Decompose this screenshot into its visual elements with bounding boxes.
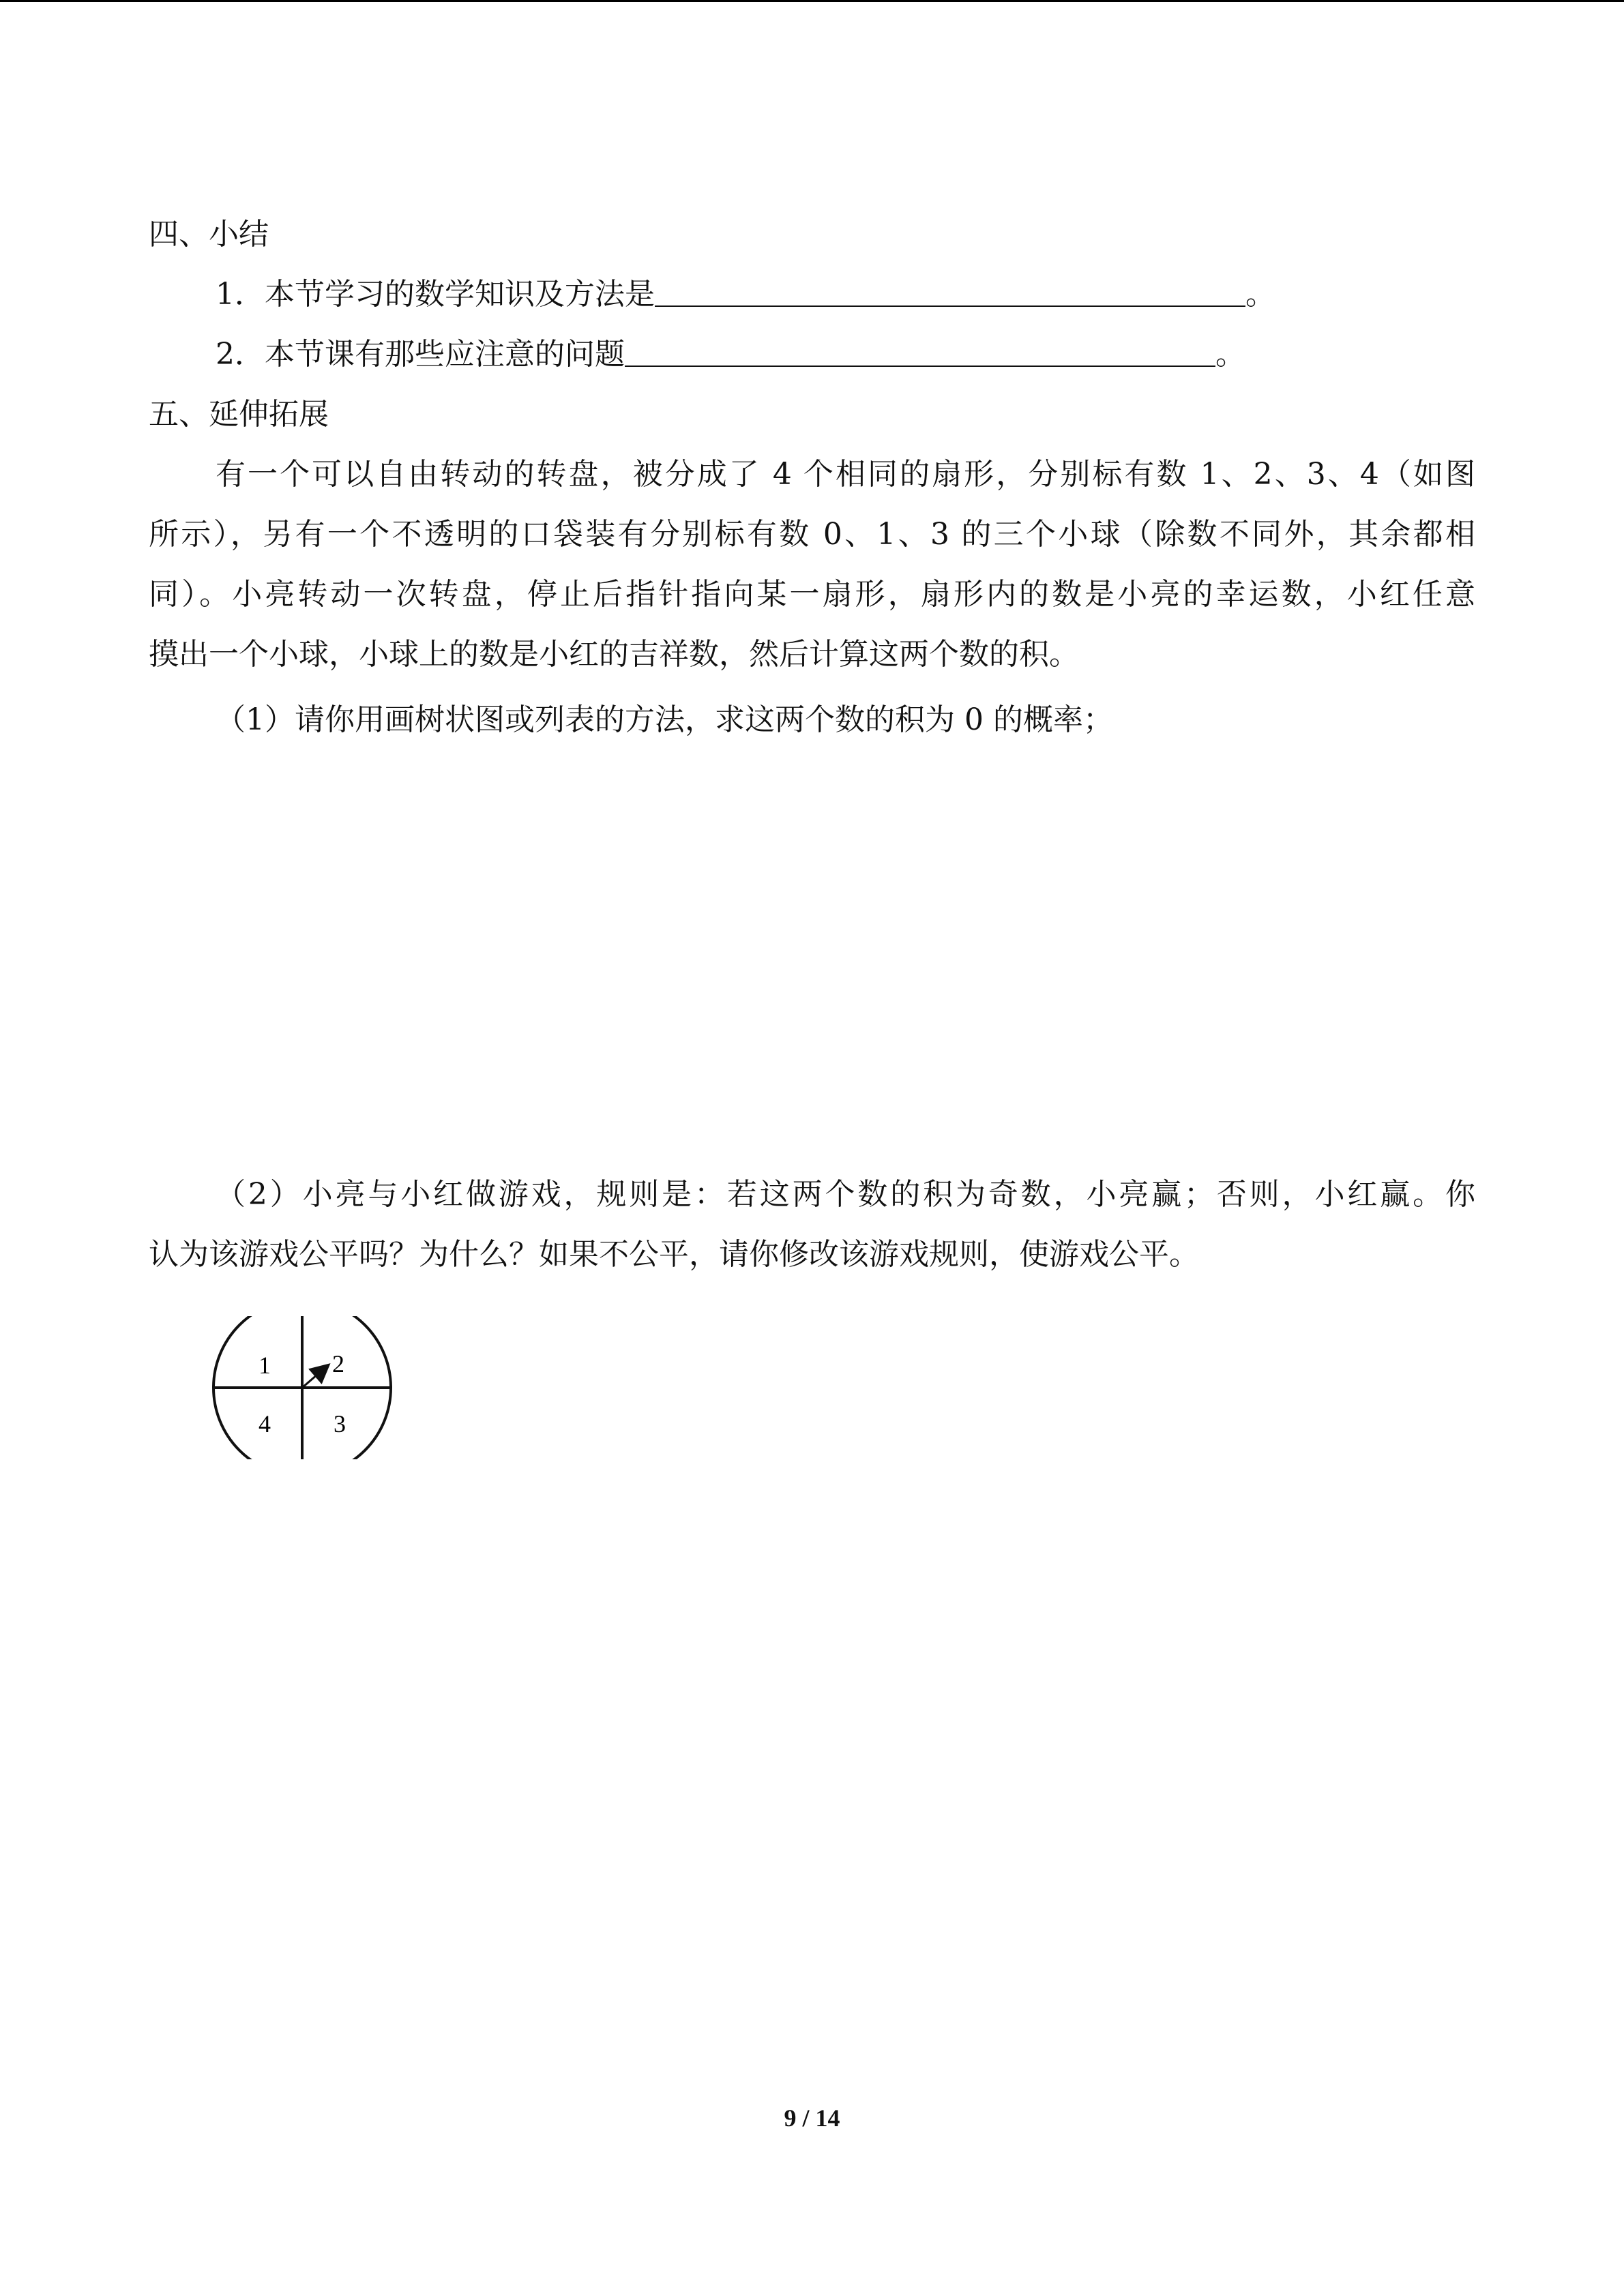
summary-item-1-end: 。 — [1245, 277, 1275, 312]
answer-blank-1[interactable] — [655, 275, 1245, 307]
problem-paragraph-line-4: 摸出一个小球，小球上的数是小红的吉祥数，然后计算这两个数的积。 — [149, 637, 1079, 672]
spinner-pointer-arrow — [302, 1366, 327, 1388]
summary-item-2-end: 。 — [1215, 337, 1245, 372]
sector-label-1: 1 — [259, 1352, 271, 1379]
question-1: （1）请你用画树状图或列表的方法，求这两个数的积为 0 的概率； — [216, 702, 1113, 737]
problem-paragraph-line-3: 同）。小亮转动一次转盘，停止后指针指向某一扇形，扇形内的数是小亮的幸运数，小红任意 — [149, 577, 1475, 612]
summary-item-2-text: 2．本节课有那些应注意的问题 — [216, 337, 625, 372]
page-number: 9 / 14 — [784, 2104, 840, 2132]
problem-paragraph-line-2: 所示），另有一个不透明的口袋装有分别标有数 0、1、3 的三个小球（除数不同外，其余都相 — [149, 517, 1475, 552]
question-2-line-2: 认为该游戏公平吗？为什么？如果不公平，请你修改该游戏规则，使游戏公平。 — [149, 1237, 1199, 1272]
section-heading-extension: 五、延伸拓展 — [149, 397, 329, 432]
problem-paragraph-line-1: 有一个可以自由转动的转盘，被分成了 4 个相同的扇形，分别标有数 1、2、3、4（如图 — [216, 457, 1475, 492]
summary-item-1 — [216, 275, 1275, 314]
question-2-line-1: （2）小亮与小红做游戏，规则是：若这两个数的积为奇数，小亮赢；否则，小红赢。你 — [216, 1177, 1475, 1212]
summary-item-2 — [216, 336, 1245, 374]
answer-blank-2[interactable] — [625, 336, 1215, 367]
top-border-rule — [0, 0, 1624, 2]
spinner-figure — [210, 1316, 394, 1459]
sector-label-4: 4 — [259, 1410, 271, 1437]
section-heading-summary: 四、小结 — [149, 217, 269, 252]
sector-label-2: 2 — [332, 1350, 344, 1377]
summary-item-1-text: 1．本节学习的数学知识及方法是 — [216, 277, 655, 312]
sector-label-3: 3 — [334, 1410, 346, 1437]
